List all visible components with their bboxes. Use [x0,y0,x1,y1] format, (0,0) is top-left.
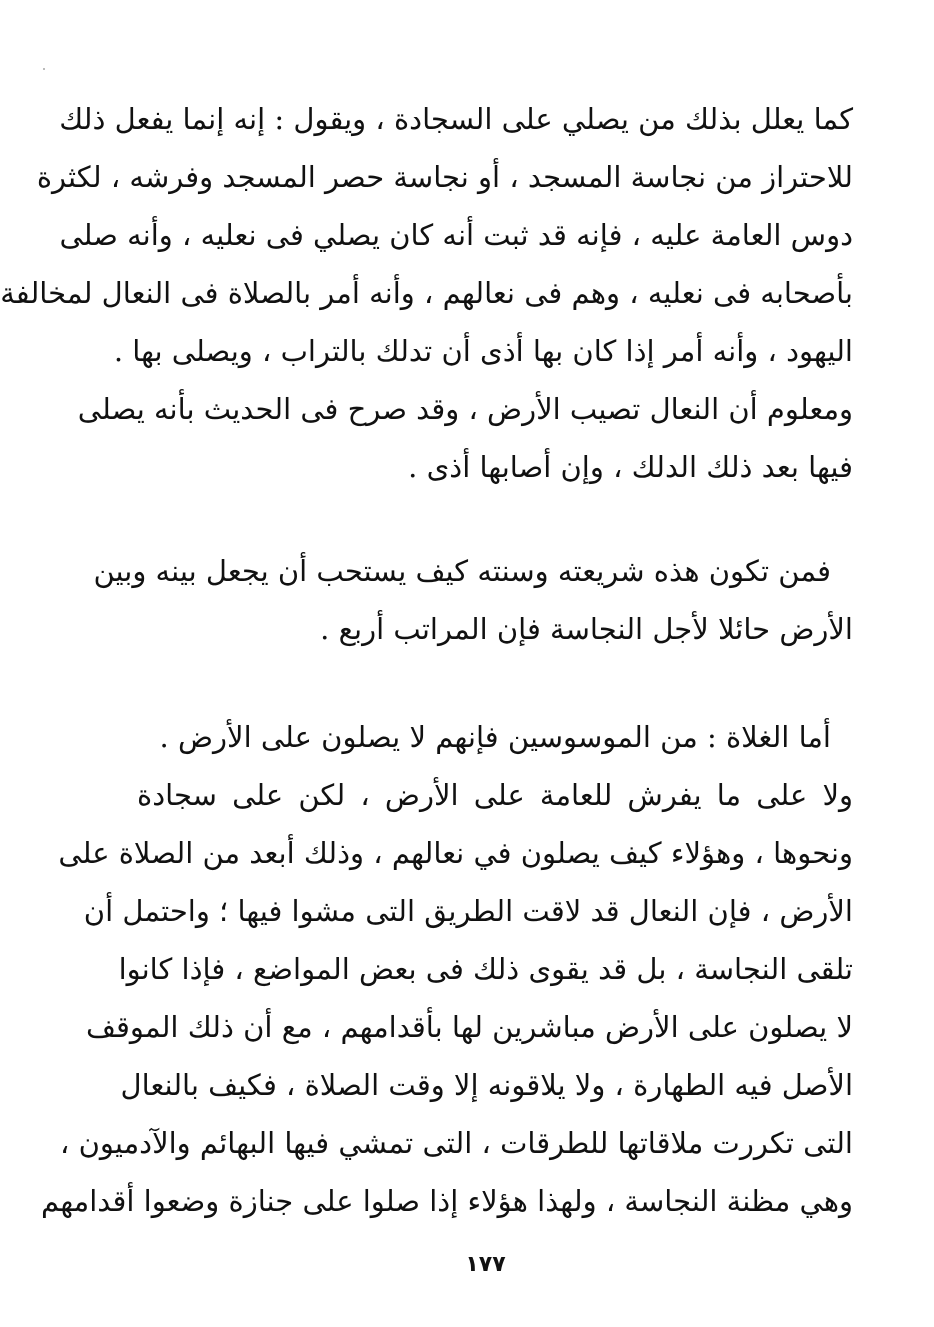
text-line: ونحوها ، وهؤلاء كيف يصلون في نعالهم ، وذلك أبعد من الصلاة على [58,836,853,870]
text-line: أما الغلاة : من الموسوسين فإنهم لا يصلون على الأرض . [159,720,831,754]
text-line: الأصل فيه الطهارة ، ولا يلاقونه إلا وقت الصلاة ، فكيف بالنعال [120,1068,853,1102]
text-line: الأرض حائلا لأجل النجاسة فإن المراتب أربع . [320,612,853,646]
page-body [0,90,853,1230]
text-line: بأصحابه فى نعليه ، وهم فى نعالهم ، وأنه أمر بالصلاة فى النعال لمخالفة [0,276,853,310]
margin-speck [43,68,45,70]
paragraph-spacer [137,658,853,708]
page-number: ١٧٧ [465,1252,506,1277]
paragraph-spacer [137,496,853,542]
text-line: فمن تكون هذه شريعته وسنته كيف يستحب أن يجعل بينه وبين [93,554,831,588]
text-line: التى تكررت ملاقاتها للطرقات ، التى تمشي فيها البهائم والآدميون ، [60,1126,853,1160]
text-line: ولا على ما يفرش للعامة على الأرض ، لكن على سجادة [137,778,853,812]
text-line: ومعلوم أن النعال تصيب الأرض ، وقد صرح فى الحديث بأنه يصلى [77,392,853,426]
paragraph-3 [41,708,853,1230]
text-line: للاحتراز من نجاسة المسجد ، أو نجاسة حصر المسجد وفرشه ، لكثرة [36,160,853,194]
text-line: اليهود ، وأنه أمر إذا كان بها أذى أن تدلك بالتراب ، ويصلى بها . [113,334,853,368]
text-line: الأرض ، فإن النعال قد لاقت الطريق التى مشوا فيها ؛ واحتمل أن [83,894,853,928]
text-line: لا يصلون على الأرض مباشرين لها بأقدامهم ، مع أن ذلك الموقف [85,1010,853,1044]
text-line: فيها بعد ذلك الدلك ، وإن أصابها أذى . [408,450,853,484]
text-line: تلقى النجاسة ، بل قد يقوى ذلك فى بعض المواضع ، فإذا كانوا [118,952,853,986]
text-line: كما يعلل بذلك من يصلي على السجادة ، ويقول : إنه إنما يفعل ذلك [59,102,853,136]
text-line: دوس العامة عليه ، فإنه قد ثبت أنه كان يصلي فى نعليه ، وأنه صلى [59,218,853,252]
paragraph-2 [93,542,853,658]
paragraph-1 [0,90,853,496]
text-line: وهي مظنة النجاسة ، ولهذا هؤلاء إذا صلوا على جنازة وضعوا أقدامهم [41,1184,853,1218]
